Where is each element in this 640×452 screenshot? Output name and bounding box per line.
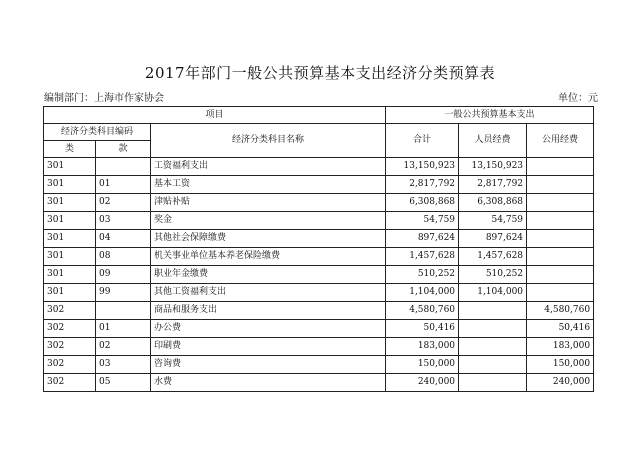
name-cell: 其他社会保障缴费 — [151, 230, 386, 248]
header-total: 合计 — [386, 124, 459, 158]
table-row — [44, 284, 594, 302]
header-category: 类 — [44, 141, 96, 158]
total-cell: 54,759 — [386, 212, 459, 230]
section-cell: 09 — [96, 266, 151, 284]
personnel-cell: 897,624 — [459, 230, 527, 248]
category-cell: 302 — [44, 302, 96, 320]
name-cell: 印刷费 — [151, 338, 386, 356]
total-cell: 510,252 — [386, 266, 459, 284]
section-cell — [96, 158, 151, 176]
table-row — [44, 176, 594, 194]
personnel-cell: 6,308,868 — [459, 194, 527, 212]
category-cell: 301 — [44, 284, 96, 302]
header-code: 经济分类科目编码 — [44, 124, 151, 141]
section-cell: 99 — [96, 284, 151, 302]
total-cell: 50,416 — [386, 320, 459, 338]
name-cell: 办公费 — [151, 320, 386, 338]
personnel-cell: 13,150,923 — [459, 158, 527, 176]
name-cell: 咨询费 — [151, 356, 386, 374]
department-label: 编制部门：上海市作家协会 — [44, 93, 164, 104]
table-row — [44, 194, 594, 212]
public-cell: 4,580,760 — [527, 302, 594, 320]
name-cell: 奖金 — [151, 212, 386, 230]
section-cell: 02 — [96, 338, 151, 356]
public-cell — [527, 212, 594, 230]
category-cell: 302 — [44, 338, 96, 356]
personnel-cell: 510,252 — [459, 266, 527, 284]
category-cell: 302 — [44, 374, 96, 392]
name-cell: 职业年金缴费 — [151, 266, 386, 284]
name-cell: 水费 — [151, 374, 386, 392]
total-cell: 183,000 — [386, 338, 459, 356]
category-cell: 301 — [44, 230, 96, 248]
name-cell: 机关事业单位基本养老保险缴费 — [151, 248, 386, 266]
total-cell: 897,624 — [386, 230, 459, 248]
public-cell — [527, 266, 594, 284]
name-cell: 津贴补贴 — [151, 194, 386, 212]
section-cell: 04 — [96, 230, 151, 248]
personnel-cell — [459, 338, 527, 356]
personnel-cell: 1,457,628 — [459, 248, 527, 266]
table-row — [44, 374, 594, 392]
section-cell: 01 — [96, 320, 151, 338]
category-cell: 301 — [44, 266, 96, 284]
public-cell: 150,000 — [527, 356, 594, 374]
total-cell: 6,308,868 — [386, 194, 459, 212]
section-cell: 03 — [96, 356, 151, 374]
header-name: 经济分类科目名称 — [151, 124, 386, 158]
header-section: 款 — [96, 141, 151, 158]
section-cell — [96, 302, 151, 320]
table-row — [44, 248, 594, 266]
personnel-cell: 2,817,792 — [459, 176, 527, 194]
category-cell: 302 — [44, 356, 96, 374]
name-cell: 其他工资福利支出 — [151, 284, 386, 302]
total-cell: 240,000 — [386, 374, 459, 392]
header-general-budget: 一般公共预算基本支出 — [386, 107, 594, 124]
total-cell: 150,000 — [386, 356, 459, 374]
total-cell: 4,580,760 — [386, 302, 459, 320]
table-row — [44, 266, 594, 284]
public-cell — [527, 284, 594, 302]
table-row — [44, 338, 594, 356]
public-cell — [527, 158, 594, 176]
section-cell: 02 — [96, 194, 151, 212]
total-cell: 1,104,000 — [386, 284, 459, 302]
public-cell — [527, 194, 594, 212]
header-item: 项目 — [44, 107, 386, 124]
category-cell: 301 — [44, 158, 96, 176]
public-cell: 183,000 — [527, 338, 594, 356]
category-cell: 301 — [44, 248, 96, 266]
total-cell: 2,817,792 — [386, 176, 459, 194]
page-title: 2017年部门一般公共预算基本支出经济分类预算表 — [144, 64, 496, 82]
public-cell: 240,000 — [527, 374, 594, 392]
public-cell: 50,416 — [527, 320, 594, 338]
category-cell: 301 — [44, 194, 96, 212]
category-cell: 301 — [44, 176, 96, 194]
personnel-cell: 54,759 — [459, 212, 527, 230]
section-cell: 08 — [96, 248, 151, 266]
unit-label: 单位：元 — [558, 93, 598, 104]
table-row — [44, 230, 594, 248]
personnel-cell: 1,104,000 — [459, 284, 527, 302]
category-cell: 302 — [44, 320, 96, 338]
section-cell: 05 — [96, 374, 151, 392]
section-cell: 01 — [96, 176, 151, 194]
table-row — [44, 158, 594, 176]
budget-table — [43, 106, 594, 392]
header-public: 公用经费 — [527, 124, 594, 158]
public-cell — [527, 248, 594, 266]
total-cell: 13,150,923 — [386, 158, 459, 176]
name-cell: 工资福利支出 — [151, 158, 386, 176]
name-cell: 商品和服务支出 — [151, 302, 386, 320]
table-row — [44, 320, 594, 338]
total-cell: 1,457,628 — [386, 248, 459, 266]
table-row — [44, 212, 594, 230]
name-cell: 基本工资 — [151, 176, 386, 194]
section-cell: 03 — [96, 212, 151, 230]
personnel-cell — [459, 302, 527, 320]
header-personnel: 人员经费 — [459, 124, 527, 158]
public-cell — [527, 230, 594, 248]
personnel-cell — [459, 356, 527, 374]
category-cell: 301 — [44, 212, 96, 230]
personnel-cell — [459, 374, 527, 392]
table-row — [44, 302, 594, 320]
personnel-cell — [459, 320, 527, 338]
table-row — [44, 356, 594, 374]
public-cell — [527, 176, 594, 194]
